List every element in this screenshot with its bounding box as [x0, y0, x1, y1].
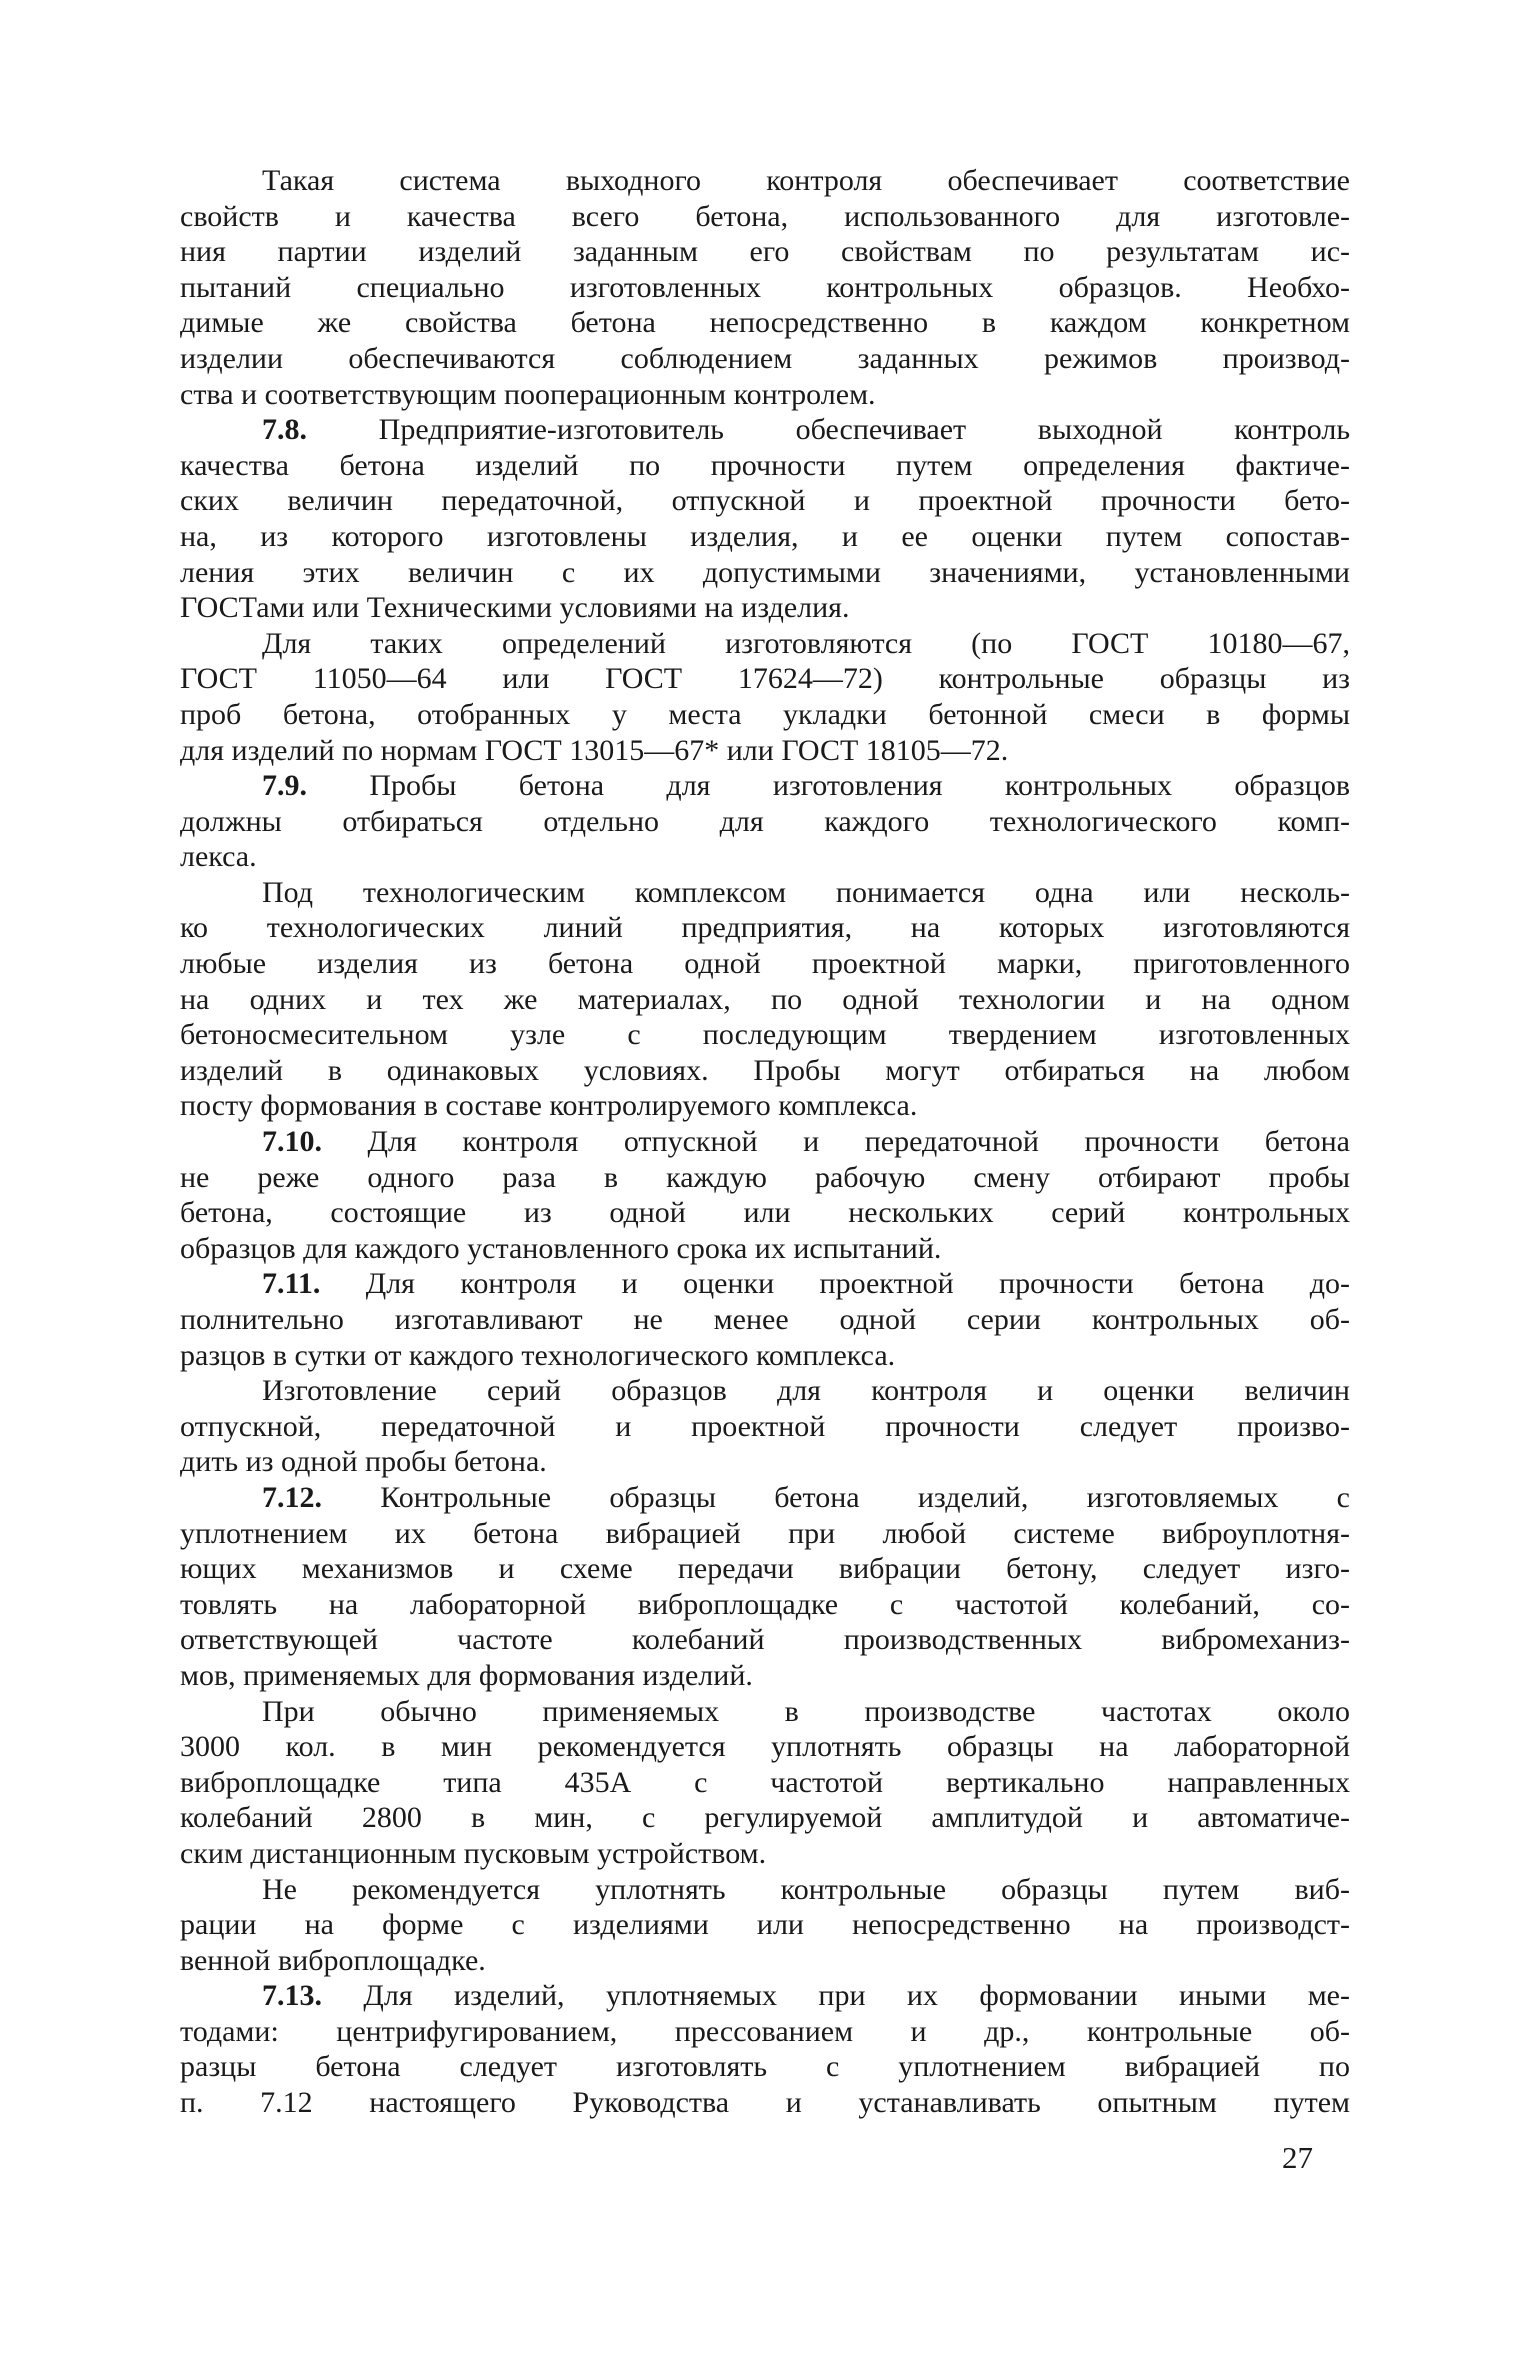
text-line [180, 626, 1350, 662]
text-line [180, 1338, 1350, 1374]
line-text: Предприятие-изготовитель обеспечивает выходной контроль [307, 413, 1350, 447]
line-text: ответствующей частоте колебаний производственных вибромеханиз- [180, 1623, 1350, 1657]
text-line [180, 1124, 1350, 1160]
section-number: 7.12. [262, 1480, 322, 1514]
line-text: любые изделия из бетона одной проектной марки, приготовленного [180, 947, 1350, 981]
text-line [180, 483, 1350, 519]
text-line [180, 519, 1350, 555]
line-text: ления этих величин с их допустимыми значениями, установленными [180, 555, 1350, 589]
text-line [180, 1694, 1350, 1730]
line-text: Для контроля и оценки проектной прочности бетона до- [320, 1267, 1350, 1301]
text-line [180, 590, 1350, 626]
paragraph [180, 875, 1350, 1124]
line-text: проб бетона, отобранных у места укладки бетонной смеси в формы [180, 697, 1350, 731]
line-text: на, из которого изготовлены изделия, и ее оценки путем сопостав- [180, 519, 1350, 553]
line-text: для изделий по нормам ГОСТ 13015—67* или ГОСТ 18105—72. [180, 733, 1009, 767]
text-line [180, 733, 1350, 769]
text-line [180, 1053, 1350, 1089]
line-text: колебаний 2800 в мин, с регулируемой амплитудой и автоматиче- [180, 1801, 1350, 1835]
text-line [180, 982, 1350, 1018]
text-line [180, 1373, 1350, 1409]
paragraph [180, 412, 1350, 626]
section-number: 7.8. [262, 413, 307, 447]
line-text: бетоносмесительном узле с последующим твердением изготовленных [180, 1018, 1350, 1052]
line-text: дить из одной пробы бетона. [180, 1445, 547, 1479]
page-number: 27 [1282, 2140, 1313, 2175]
line-text: товлять на лабораторной виброплощадке с частотой колебаний, со- [180, 1587, 1350, 1621]
line-text: уплотнением их бетона вибрацией при любой системе виброуплотня- [180, 1516, 1350, 1550]
text-line [180, 1836, 1350, 1872]
text-line [180, 234, 1350, 270]
paragraph [180, 1373, 1350, 1480]
line-text: свойств и качества всего бетона, использованного для изготовле- [180, 199, 1350, 233]
text-line [180, 1943, 1350, 1979]
line-text: Не рекомендуется уплотнять контрольные образцы путем виб- [262, 1872, 1350, 1906]
line-text: ющих механизмов и схеме передачи вибрации бетону, следует изго- [180, 1552, 1350, 1586]
paragraph [180, 1694, 1350, 1872]
line-text: на одних и тех же материалах, по одной технологии и на одном [180, 982, 1350, 1016]
text-line [180, 448, 1350, 484]
paragraph [180, 163, 1350, 412]
paragraph [180, 626, 1350, 768]
text-line [180, 839, 1350, 875]
text-line [180, 1017, 1350, 1053]
line-text: При обычно применяемых в производстве частотах около [262, 1694, 1350, 1728]
line-text: ния партии изделий заданным его свойствам по результатам ис- [180, 235, 1350, 269]
text-line [180, 946, 1350, 982]
text-line [180, 199, 1350, 235]
text-line [180, 1907, 1350, 1943]
line-text: полнительно изготавливают не менее одной серии контрольных об- [180, 1303, 1350, 1336]
text-line [180, 1622, 1350, 1658]
text-line [180, 341, 1350, 377]
line-text: Контрольные образцы бетона изделий, изготовляемых с [322, 1480, 1350, 1514]
text-line [180, 697, 1350, 733]
document-body [180, 163, 1350, 2121]
text-line [180, 1587, 1350, 1623]
text-line [180, 1978, 1350, 2014]
text-line [180, 305, 1350, 341]
text-line [180, 1302, 1350, 1338]
paragraph [180, 1124, 1350, 1266]
text-line [180, 1516, 1350, 1552]
paragraph [180, 1872, 1350, 1979]
line-text: рации на форме с изделиями или непосредственно на производст- [180, 1908, 1350, 1942]
line-text: ским дистанционным пусковым устройством. [180, 1836, 767, 1870]
text-line [180, 555, 1350, 591]
line-text: качества бетона изделий по прочности путем определения фактиче- [180, 448, 1350, 482]
text-line [180, 1658, 1350, 1694]
section-number: 7.9. [262, 769, 307, 803]
paragraph [180, 1266, 1350, 1373]
text-line [180, 2014, 1350, 2050]
line-text: Для контроля отпускной и передаточной прочности бетона [322, 1125, 1350, 1159]
text-line [180, 1160, 1350, 1196]
text-line [180, 1231, 1350, 1267]
text-line [180, 1872, 1350, 1908]
text-line [180, 1480, 1350, 1516]
paragraph [180, 768, 1350, 875]
line-text: разцов в сутки от каждого технологического комплекса. [180, 1338, 896, 1372]
line-text: разцы бетона следует изготовлять с уплотнением вибрацией по [180, 2050, 1350, 2084]
section-number: 7.11. [262, 1267, 321, 1301]
line-text: не реже одного раза в каждую рабочую смену отбирают пробы [180, 1160, 1350, 1194]
line-text: Под технологическим комплексом понимается одна или несколь- [262, 875, 1350, 909]
line-text: п. 7.12 настоящего Руководства и устанавливать опытным путем [180, 2086, 1350, 2120]
line-text: посту формования в составе контролируемого комплекса. [180, 1089, 918, 1123]
text-line [180, 768, 1350, 804]
line-text: венной виброплощадке. [180, 1943, 486, 1977]
text-line [180, 1551, 1350, 1587]
line-text: мов, применяемых для формования изделий. [180, 1658, 753, 1692]
text-line [180, 1800, 1350, 1836]
line-text: ко технологических линий предприятия, на которых изготовляются [180, 911, 1350, 945]
line-text: Изготовление серий образцов для контроля и оценки величин [262, 1374, 1350, 1408]
paragraph [180, 1480, 1350, 1694]
text-line [180, 1729, 1350, 1765]
line-text: виброплощадке типа 435А с частотой вертикально направленных [180, 1765, 1350, 1799]
text-line [180, 377, 1350, 413]
line-text: ства и соответствующим пооперационным контролем. [180, 377, 876, 411]
text-line [180, 270, 1350, 306]
line-text: изделий в одинаковых условиях. Пробы могут отбираться на любом [180, 1053, 1350, 1087]
line-text: должны отбираться отдельно для каждого технологического комп- [180, 804, 1350, 838]
section-number: 7.13. [262, 1979, 322, 2013]
line-text: димые же свойства бетона непосредственно в каждом конкретном [180, 306, 1350, 340]
line-text: образцов для каждого установленного срока их испытаний. [180, 1231, 942, 1265]
text-line [180, 2085, 1350, 2121]
line-text: изделии обеспечиваются соблюдением заданных режимов производ- [180, 341, 1350, 375]
text-line [180, 1444, 1350, 1480]
text-line [180, 412, 1350, 448]
section-number: 7.10. [262, 1125, 322, 1159]
line-text: Для изделий, уплотняемых при их формовании иными ме- [322, 1979, 1350, 2013]
text-line [180, 875, 1350, 911]
text-line [180, 1195, 1350, 1231]
line-text: ГОСТ 11050—64 или ГОСТ 17624—72) контрольные образцы из [180, 662, 1350, 696]
line-text: Такая система выходного контроля обеспечивает соответствие [262, 164, 1350, 197]
line-text: Для таких определений изготовляются (по ГОСТ 10180—67, [262, 626, 1350, 660]
line-text: отпускной, передаточной и проектной прочности следует произво- [180, 1409, 1350, 1443]
text-line [180, 1266, 1350, 1302]
line-text: ГОСТами или Техническими условиями на изделия. [180, 591, 850, 625]
line-text: пытаний специально изготовленных контрольных образцов. Необхо- [180, 270, 1350, 304]
text-line [180, 661, 1350, 697]
line-text: Пробы бетона для изготовления контрольных образцов [307, 769, 1350, 803]
text-line [180, 910, 1350, 946]
line-text: ских величин передаточной, отпускной и проектной прочности бето- [180, 484, 1350, 518]
line-text: лекса. [180, 840, 257, 874]
text-line [180, 1409, 1350, 1445]
text-line [180, 163, 1350, 199]
text-line [180, 804, 1350, 840]
text-line [180, 1765, 1350, 1801]
text-line [180, 1088, 1350, 1124]
line-text: 3000 кол. в мин рекомендуется уплотнять образцы на лабораторной [180, 1730, 1350, 1764]
text-line [180, 2049, 1350, 2085]
line-text: тодами: центрифугированием, прессованием и др., контрольные об- [180, 2014, 1350, 2048]
paragraph [180, 1978, 1350, 2120]
line-text: бетона, состоящие из одной или нескольких серий контрольных [180, 1196, 1350, 1230]
